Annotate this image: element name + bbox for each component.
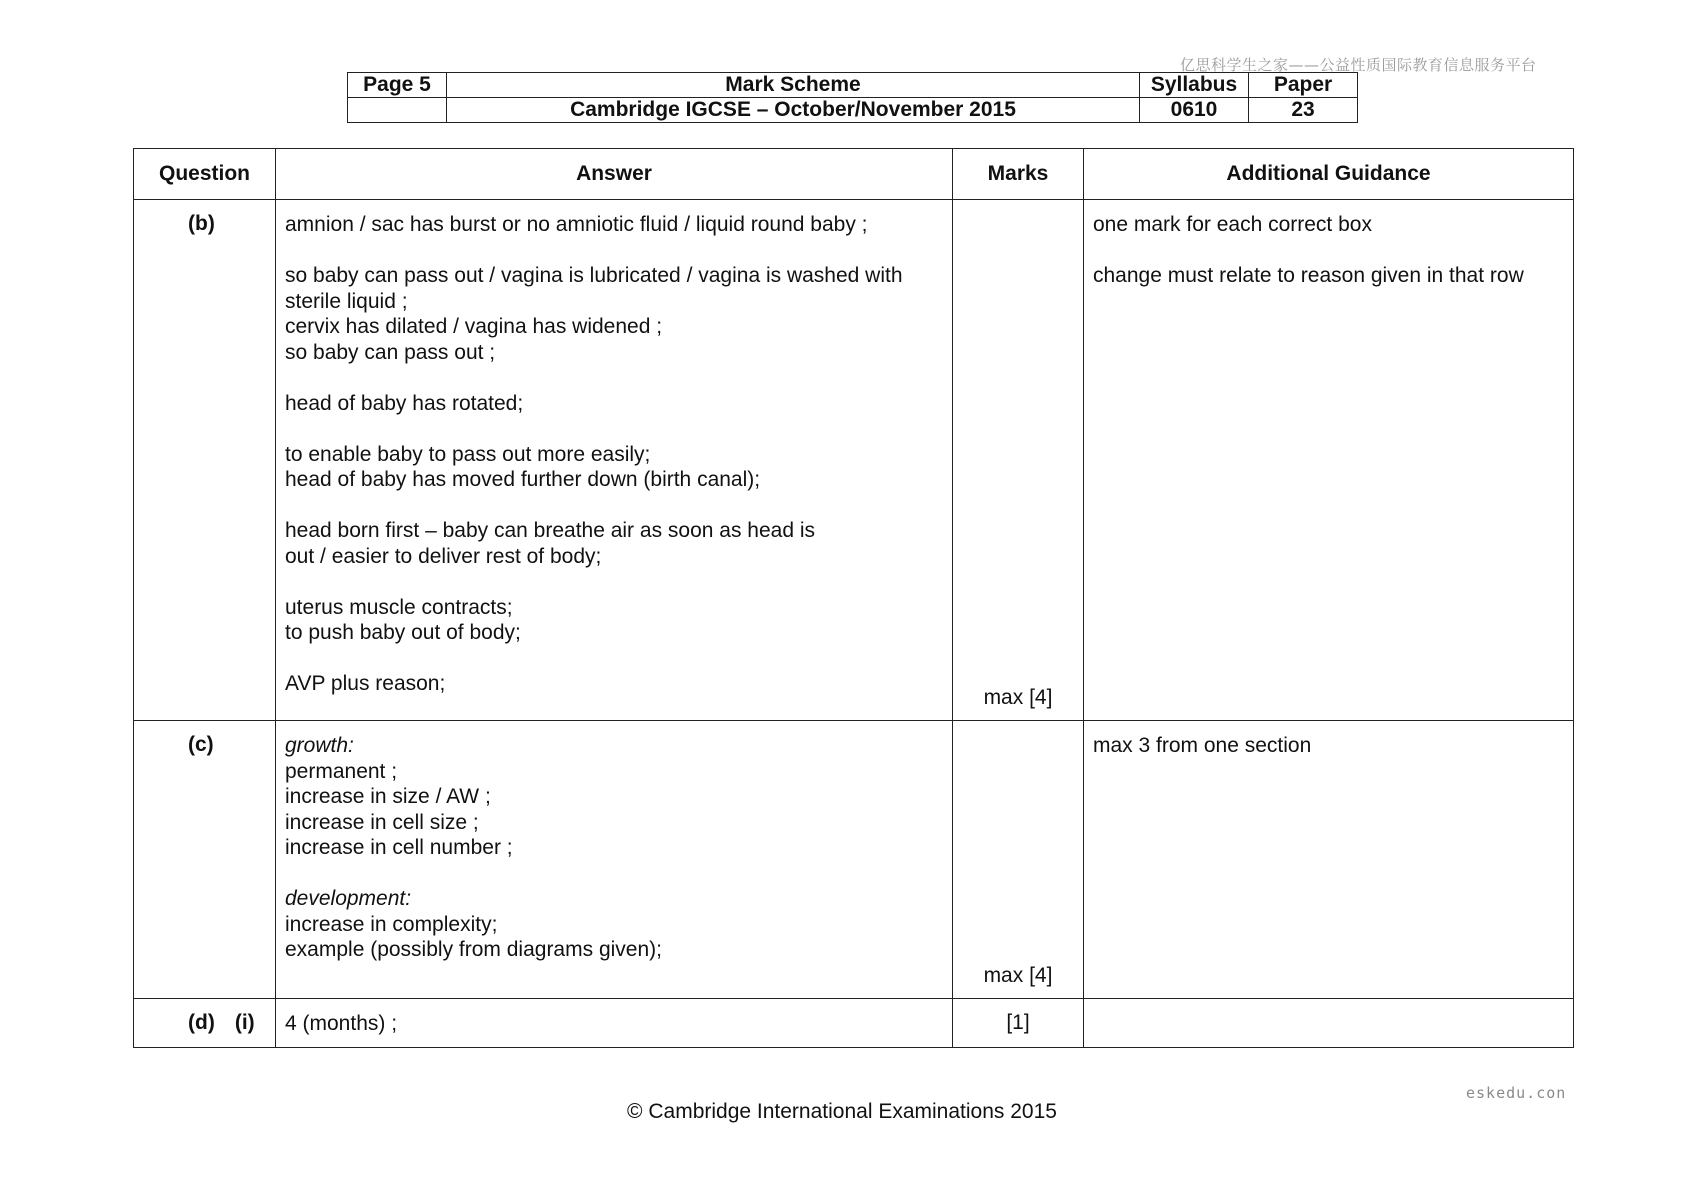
answer-cell-c bbox=[276, 721, 953, 999]
answer-line: amnion / sac has burst or no amniotic fluid / liquid round baby ; bbox=[285, 213, 868, 236]
development-heading: development: bbox=[285, 887, 412, 910]
answer-line: increase in cell number ; bbox=[285, 836, 513, 859]
guidance-cell-c bbox=[1084, 721, 1574, 999]
question-label: (b) bbox=[188, 212, 215, 235]
growth-heading: growth: bbox=[285, 734, 354, 757]
mark-scheme-table bbox=[133, 148, 1574, 1048]
header-title: Mark Scheme bbox=[447, 73, 1140, 98]
column-header-answer: Answer bbox=[276, 149, 953, 200]
marks-cell-b: max [4] bbox=[953, 200, 1084, 721]
column-header-question: Question bbox=[134, 149, 276, 200]
page-number-blank bbox=[348, 98, 447, 123]
marks-cell-d: [1] bbox=[953, 999, 1084, 1048]
answer-line: permanent ; bbox=[285, 759, 398, 783]
answer-line: cervix has dilated / vagina has widened ; bbox=[285, 315, 663, 338]
answer-line: example (possibly from diagrams given); bbox=[285, 938, 662, 961]
page-header-table bbox=[347, 72, 1358, 123]
guidance-cell-b bbox=[1084, 200, 1574, 721]
answer-line: out / easier to deliver rest of body; bbox=[285, 544, 602, 568]
answer-cell-b bbox=[276, 200, 953, 721]
guidance-line: one mark for each correct box bbox=[1093, 213, 1372, 236]
answer-line: head of baby has rotated; bbox=[285, 391, 524, 415]
answer-line: AVP plus reason; bbox=[285, 672, 446, 695]
marks-cell-c: max [4] bbox=[953, 721, 1084, 999]
answer-line: head born first – baby can breathe air as soon as head is bbox=[285, 519, 816, 542]
paper-value: 23 bbox=[1249, 98, 1358, 123]
answer-line: to push baby out of body; bbox=[285, 621, 521, 644]
guidance-line: change must relate to reason given in that row bbox=[1093, 264, 1524, 287]
answer-cell-d bbox=[276, 999, 953, 1048]
question-cell-b bbox=[134, 200, 276, 721]
syllabus-value: 0610 bbox=[1140, 98, 1249, 123]
table-row-c bbox=[134, 721, 1574, 999]
column-header-marks: Marks bbox=[953, 149, 1084, 200]
table-row-d bbox=[134, 999, 1574, 1048]
answer-line: increase in size / AW ; bbox=[285, 785, 491, 808]
syllabus-label: Syllabus bbox=[1140, 73, 1249, 98]
question-sub-label: (i) bbox=[234, 1011, 255, 1034]
page-number: Page 5 bbox=[348, 73, 447, 98]
answer-line: increase in complexity; bbox=[285, 912, 498, 936]
answer-line: sterile liquid ; bbox=[285, 289, 408, 313]
answer-line: so baby can pass out / vagina is lubricated / vagina is washed with bbox=[285, 264, 903, 287]
answer-line: head of baby has moved further down (birth canal); bbox=[285, 468, 761, 491]
guidance-line: max 3 from one section bbox=[1093, 734, 1312, 757]
answer-line: so baby can pass out ; bbox=[285, 340, 496, 364]
question-cell-d bbox=[134, 999, 276, 1048]
answer-line: increase in cell size ; bbox=[285, 810, 479, 834]
answer-line: 4 (months) ; bbox=[285, 1012, 398, 1035]
watermark-top-text: 亿思科学生之家——公益性质国际教育信息服务平台 bbox=[1180, 56, 1537, 74]
question-label: (d) bbox=[188, 1011, 215, 1034]
column-header-guidance: Additional Guidance bbox=[1084, 149, 1574, 200]
watermark-bottom-text: eskedu.con bbox=[1466, 1084, 1567, 1102]
answer-line: to enable baby to pass out more easily; bbox=[285, 442, 651, 466]
question-cell-c bbox=[134, 721, 276, 999]
question-label: (c) bbox=[188, 733, 214, 756]
guidance-cell-d bbox=[1084, 999, 1574, 1048]
answer-line: uterus muscle contracts; bbox=[285, 595, 513, 619]
header-subtitle: Cambridge IGCSE – October/November 2015 bbox=[447, 98, 1140, 123]
table-row-b bbox=[134, 200, 1574, 721]
paper-label: Paper bbox=[1249, 73, 1358, 98]
copyright-footer: © Cambridge International Examinations 2015 bbox=[627, 1100, 1057, 1123]
